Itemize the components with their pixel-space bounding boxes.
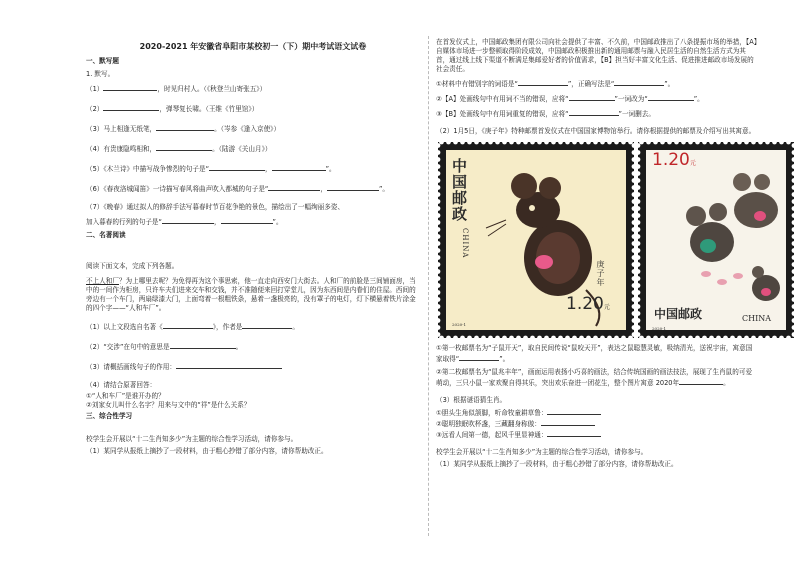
reading-question-1: （1）以上文段选自名著《 》，作者是 。: [86, 323, 299, 331]
reading-question-4: （4）请结合原著回答：: [86, 381, 157, 389]
answer-blank[interactable]: [614, 78, 664, 86]
answer-blank[interactable]: [327, 183, 379, 191]
stamp-1-code: 2020-1: [452, 322, 467, 327]
answer-blank[interactable]: [176, 361, 282, 369]
fill-question-1: ①材料中有错别字的词语是“ ”，正确写法是“ ”。: [436, 80, 675, 88]
question-1-3: （3）马上相逢无纸笔， 。（岑参《逢入京使》）: [86, 125, 281, 133]
fill-question-3: ③【B】处画线句中有用词重复的错误，应将“ ”一词删去。: [436, 110, 655, 118]
stamp-1-face: [446, 150, 626, 330]
answer-blank[interactable]: [103, 83, 157, 91]
reading-question-4-item: ②刘家女儿叫什么名字？用来与文中的“祥”是什么关系？: [86, 401, 251, 409]
answer-blank[interactable]: [170, 341, 236, 349]
question-1-5: （5）《木兰诗》中描写战争惨烈的句子是“ ， ”。: [86, 165, 336, 173]
activity-intro: 校学生会开展以“十二生肖知多少”为主题的综合性学习活动，请你参与。: [86, 435, 298, 443]
answer-blank[interactable]: [518, 78, 568, 86]
stamp-caption-2: ②第二枚邮票名为“鼠兆丰年”，画面运用表扬小巧喜的画法，结合传统国画的画法技法，展现了生肖鼠的可爱萌动，三只小鼠一家欢聚自得其乐，突出欢乐奋进一团花生，整个图片寓意 2020年 。: [436, 368, 753, 387]
answer-blank[interactable]: [547, 407, 601, 415]
answer-blank[interactable]: [679, 377, 723, 385]
answer-blank[interactable]: [163, 321, 213, 329]
question-1-heading: 1. 默写。: [86, 70, 115, 78]
stamp-2-code: 2020-1: [652, 326, 667, 331]
answer-blank[interactable]: [221, 216, 273, 224]
mice-illustration: [646, 150, 786, 330]
stamp-1: [438, 142, 634, 338]
answer-blank[interactable]: [547, 429, 601, 437]
answer-blank[interactable]: [569, 93, 615, 101]
answer-blank[interactable]: [156, 123, 214, 131]
stamp-1-country: 中国邮政: [450, 158, 468, 222]
right-column: [436, 38, 772, 469]
section-heading-integrated: 三、综合性学习: [86, 412, 133, 420]
answer-blank[interactable]: [272, 163, 326, 171]
answer-blank[interactable]: [156, 143, 212, 151]
answer-blank[interactable]: [162, 216, 214, 224]
material-paragraph: 在首发仪式上，中国邮政集团有限公司向社会提供了丰富、不久前，中国邮政推出了八条提振市场的举措，【A】自媒体市场进一步整顿取得阶段成效，中国邮政积极推出新的通用邮票与融入民居生活的自然生活方式为其首，通过线上线下渠道不断满足集邮爱好者的价值需求，【B】担当好丰富文化生活、促进推进邮政市场发展的社会责任。: [436, 38, 758, 73]
answer-blank[interactable]: [569, 108, 619, 116]
section-heading-classics: 二、名著阅读: [86, 231, 126, 239]
reading-intro: 阅读下面文本，完成下列各题。: [86, 262, 179, 270]
stamp-1-latin: CHINA: [461, 228, 469, 259]
answer-blank[interactable]: [648, 93, 694, 101]
reading-question-2: （2）“交涉”在句中的意思是 。: [86, 343, 243, 351]
activity-question-1: （1）某同学从报纸上摘抄了一段材料，由于粗心抄错了部分内容，请你帮助改正。: [86, 447, 328, 455]
question-2-prompt: （2）1月5日，《庚子年》特种邮票首发仪式在中国国家博物馆举行。请你根据提供的邮票及介绍写出其寓意。: [436, 127, 756, 135]
answer-blank[interactable]: [459, 353, 499, 361]
stamp-2-country: 中国邮政: [654, 307, 703, 321]
stamp-2-latin: CHINA: [742, 314, 772, 323]
question-1-6: （6）《春夜洛城闻笛》一诗描写春风将曲声吹入都城的句子是“ ， ”。: [86, 185, 389, 193]
stamp-2-face: [646, 150, 786, 330]
riddle-item: ③远看人间第一德，起风千里显神通：: [436, 429, 758, 440]
answer-blank[interactable]: [103, 103, 159, 111]
left-column: [86, 38, 420, 456]
activity-intro: 校学生会开展以“十二生肖知多少”为主题的综合性学习活动，请你参与。: [436, 448, 648, 456]
stamp-1-value: 1.20元: [566, 294, 610, 314]
reading-question-3: （3）请概括画线句子的作用：: [86, 361, 420, 372]
activity-question-1: （1）某同学从报纸上摘抄了一段材料，由于粗心抄错了部分内容，请你帮助改正。: [436, 460, 678, 468]
section-heading-recitation: 一、默写题: [86, 57, 119, 65]
answer-blank[interactable]: [268, 183, 320, 191]
exam-title: 2020-2021 年安徽省阜阳市某校初一（下）期中考试语文试卷: [139, 42, 367, 51]
reading-passage: 不上人和厂？为上哪里去呢？为免得再为这个事思索，他一直走向西安门大街去。人和厂的前脸是三间铺面房，当中的一间作为柜房，只许车夫们进来交车和交钱，并不准随便来回打穿堂儿，因为东西间是内眷们的住屋。西间的旁边有一个车门，两扇绿漆大门，上面弯着一根粗铁条，悬着一盏极亮的，没有罩子的电灯，灯下横悬着铁片涂金的四个字——“人和车厂”。: [86, 277, 416, 312]
question-1-1: （1） ，时见归村人。（《秋登兰山寄张五》）: [86, 85, 267, 93]
fill-question-2: ②【A】处画线句中有用词不当的错误，应将“ ”一词改为“ ”。: [436, 95, 704, 103]
stamp-2-value: 1.20元: [652, 150, 696, 170]
question-1-2: （2） ，弹琴复长啸。（王维《竹里馆》）: [86, 105, 259, 113]
question-1-7: （7）《晚春》通过拟人的修辞手法写暮春时节百花争艳的景色，描绘出了一幅绚丽多姿、: [86, 203, 345, 211]
answer-blank[interactable]: [541, 418, 595, 426]
question-3-heading: （3）根据谜语猜生肖。: [436, 396, 507, 404]
stamp-caption-1: ①第一枚邮票名为“子鼠开天”，取自民间传说“鼠咬天开”，表达之鼠聪慧灵敏，吸纳清光，送祝宇宙，寓意国家取得“ ”。: [436, 344, 753, 363]
question-1-4: （4）有贵康隐鸣相和， 。（陆游《关山月》）: [86, 145, 272, 153]
reading-question-4-item: ①“人和车厂”是谁开办的？: [86, 392, 165, 400]
column-divider: [428, 36, 429, 536]
riddle-item: ②聪明独眠吹杯盏，三藏翻身称傲：: [436, 418, 758, 429]
underlined-sentence: 不上人和厂: [86, 277, 119, 285]
answer-blank[interactable]: [242, 321, 292, 329]
zodiac-stamps: [438, 142, 794, 338]
question-1-7-continued: 加入暮春的行列的句子是“ ， ”。: [86, 218, 283, 226]
stamp-2: [638, 142, 794, 338]
riddle-item: ①胆头生角似颔脚，听命牧童耕草鲁：: [436, 407, 758, 418]
stamp-1-year: 庚子年: [596, 260, 605, 287]
answer-blank[interactable]: [209, 163, 265, 171]
